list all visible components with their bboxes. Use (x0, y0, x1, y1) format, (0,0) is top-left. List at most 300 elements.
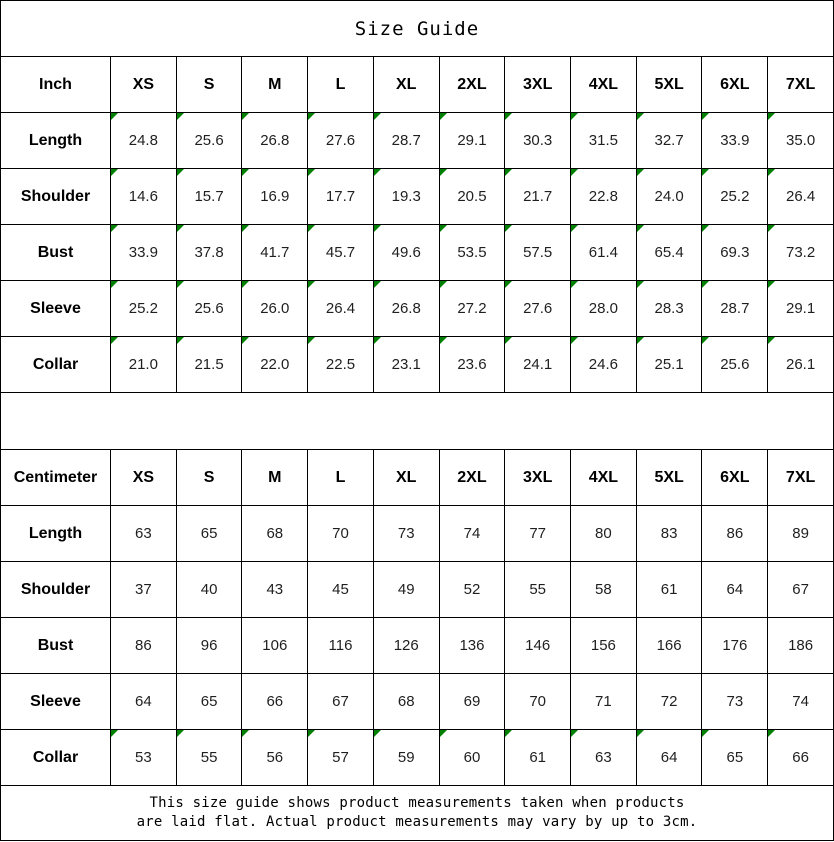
size-header-row (1, 450, 834, 506)
value-cell (111, 281, 177, 337)
cell-corner-marker-icon (242, 730, 249, 737)
cell-corner-marker-icon (242, 113, 249, 120)
cell-corner-marker-icon (111, 281, 118, 288)
value-cell (702, 225, 768, 281)
value-cell (768, 169, 834, 225)
value-cell (636, 337, 702, 393)
cell-corner-marker-icon (308, 281, 315, 288)
cell-value: 64 (135, 693, 152, 710)
cell-value: 116 (328, 637, 353, 654)
unit-label-cell: Inch (1, 57, 111, 113)
value-cell (373, 225, 439, 281)
value-cell (308, 506, 374, 562)
cell-corner-marker-icon (111, 113, 118, 120)
cell-corner-marker-icon (571, 337, 578, 344)
cell-value: 106 (262, 637, 288, 654)
cell-value: 27.2 (457, 300, 487, 317)
size-column-header: 7XL (768, 450, 834, 506)
size-column-header: 3XL (505, 57, 571, 113)
value-cell (768, 618, 834, 674)
cell-value: 28.3 (654, 300, 684, 317)
table-row (1, 169, 834, 225)
cell-corner-marker-icon (768, 225, 775, 232)
title-section (1, 1, 834, 57)
cell-value: 27.6 (523, 300, 553, 317)
size-column-header: 5XL (636, 57, 702, 113)
value-cell (505, 730, 571, 786)
value-cell (768, 730, 834, 786)
cell-corner-marker-icon (374, 113, 381, 120)
value-cell (373, 169, 439, 225)
cell-corner-marker-icon (768, 730, 775, 737)
table-row (1, 506, 834, 562)
cell-corner-marker-icon (111, 730, 118, 737)
cell-value: 31.5 (588, 132, 618, 149)
cell-corner-marker-icon (440, 281, 447, 288)
value-cell (176, 281, 242, 337)
cell-value: 55 (529, 581, 547, 598)
cell-corner-marker-icon (374, 169, 381, 176)
cell-value: 27.6 (325, 132, 356, 149)
value-cell (242, 562, 308, 618)
cell-value: 156 (590, 637, 616, 654)
table-row (1, 281, 834, 337)
size-column-header: M (242, 57, 308, 113)
value-cell (176, 169, 242, 225)
value-cell (505, 506, 571, 562)
value-cell (308, 618, 374, 674)
cell-corner-marker-icon (440, 169, 447, 176)
gap-section (1, 393, 834, 450)
size-column-header: 3XL (505, 450, 571, 506)
value-cell (308, 674, 374, 730)
value-cell (176, 730, 242, 786)
cell-corner-marker-icon (702, 225, 709, 232)
value-cell (439, 281, 505, 337)
value-cell (176, 506, 242, 562)
cell-value: 73.2 (785, 244, 816, 261)
cell-value: 22.5 (325, 356, 356, 373)
value-cell (702, 337, 768, 393)
cell-value: 49.6 (391, 244, 421, 261)
cell-corner-marker-icon (505, 169, 512, 176)
cell-value: 53.5 (457, 244, 487, 261)
cell-value: 41.7 (260, 244, 290, 261)
cell-corner-marker-icon (111, 225, 118, 232)
cell-value: 77 (529, 525, 547, 542)
cell-value: 80 (595, 525, 612, 542)
value-cell (308, 730, 374, 786)
cell-corner-marker-icon (308, 169, 315, 176)
cell-value: 60 (463, 749, 481, 766)
value-cell (439, 225, 505, 281)
value-cell (373, 281, 439, 337)
cell-value: 63 (595, 749, 612, 766)
value-cell (702, 169, 768, 225)
cell-value: 40 (200, 581, 218, 598)
value-cell (636, 113, 702, 169)
size-column-header: XL (373, 57, 439, 113)
cell-value: 136 (459, 637, 485, 654)
value-cell (242, 281, 308, 337)
value-cell (636, 674, 702, 730)
cell-value: 45 (332, 581, 349, 598)
size-column-header: 6XL (702, 57, 768, 113)
cell-corner-marker-icon (242, 169, 249, 176)
value-cell (702, 506, 768, 562)
size-column-header: XS (111, 450, 177, 506)
value-cell (571, 281, 637, 337)
cell-value: 63 (135, 525, 152, 542)
cell-value: 22.0 (260, 356, 290, 373)
cell-value: 72 (660, 693, 678, 710)
value-cell (768, 506, 834, 562)
cell-corner-marker-icon (505, 730, 512, 737)
cell-value: 70 (332, 525, 349, 542)
cell-corner-marker-icon (177, 337, 184, 344)
value-cell (111, 674, 177, 730)
cell-value: 146 (525, 637, 551, 654)
footer-note-line1: This size guide shows product measurements taken when products (149, 795, 685, 811)
cell-corner-marker-icon (637, 281, 644, 288)
cell-value: 166 (656, 637, 682, 654)
footer-note-line2: are laid flat. Actual product measurements may vary by up to 3cm. (136, 814, 698, 830)
cell-value: 73 (397, 525, 415, 542)
cell-value: 68 (266, 525, 284, 542)
table-row (1, 674, 834, 730)
cell-value: 14.6 (128, 188, 158, 205)
cell-value: 17.7 (325, 188, 356, 205)
value-cell (242, 169, 308, 225)
cell-value: 71 (595, 693, 612, 710)
cell-value: 186 (788, 637, 814, 654)
cell-value: 57 (332, 749, 349, 766)
cell-value: 24.0 (654, 188, 684, 205)
value-cell (636, 281, 702, 337)
cell-corner-marker-icon (702, 169, 709, 176)
cell-corner-marker-icon (702, 730, 709, 737)
value-cell (439, 618, 505, 674)
cell-corner-marker-icon (768, 281, 775, 288)
cell-value: 21.0 (128, 356, 158, 373)
cell-value: 20.5 (457, 188, 487, 205)
cell-value: 89 (792, 525, 809, 542)
cell-corner-marker-icon (571, 169, 578, 176)
value-cell (373, 113, 439, 169)
row-label: Length (1, 506, 111, 562)
cell-value: 66 (266, 693, 284, 710)
row-label: Collar (1, 730, 111, 786)
cell-corner-marker-icon (440, 337, 447, 344)
cell-value: 25.6 (194, 300, 224, 317)
cell-value: 86 (135, 637, 152, 654)
spacer-cell (1, 393, 834, 450)
cell-corner-marker-icon (308, 337, 315, 344)
value-cell (505, 225, 571, 281)
value-cell (111, 730, 177, 786)
cell-value: 67 (792, 581, 809, 598)
value-cell (636, 730, 702, 786)
value-cell (308, 337, 374, 393)
cell-value: 35.0 (785, 132, 816, 149)
cell-value: 26.0 (260, 300, 290, 317)
value-cell (176, 225, 242, 281)
value-cell (505, 281, 571, 337)
cell-value: 37.8 (194, 244, 224, 261)
cell-corner-marker-icon (505, 225, 512, 232)
cell-value: 65.4 (654, 244, 684, 261)
value-cell (571, 730, 637, 786)
cell-value: 28.0 (588, 300, 618, 317)
cell-value: 26.4 (785, 188, 816, 205)
cell-value: 73 (726, 693, 744, 710)
value-cell (242, 506, 308, 562)
value-cell (571, 562, 637, 618)
cell-corner-marker-icon (177, 169, 184, 176)
cell-value: 45.7 (325, 244, 356, 261)
cell-value: 29.1 (785, 300, 816, 317)
cell-value: 37 (135, 581, 152, 598)
cell-value: 96 (200, 637, 218, 654)
value-cell (571, 169, 637, 225)
value-cell (505, 562, 571, 618)
value-cell (636, 562, 702, 618)
value-cell (439, 337, 505, 393)
cell-value: 29.1 (457, 132, 487, 149)
cell-value: 24.6 (588, 356, 618, 373)
row-label: Bust (1, 225, 111, 281)
cell-value: 65 (200, 693, 218, 710)
cell-corner-marker-icon (242, 281, 249, 288)
cell-value: 66 (792, 749, 809, 766)
cell-corner-marker-icon (637, 730, 644, 737)
value-cell (111, 113, 177, 169)
cell-corner-marker-icon (374, 281, 381, 288)
value-cell (111, 506, 177, 562)
value-cell (571, 225, 637, 281)
cell-corner-marker-icon (637, 337, 644, 344)
cell-corner-marker-icon (768, 169, 775, 176)
value-cell (571, 674, 637, 730)
cell-value: 21.7 (523, 188, 553, 205)
value-cell (636, 169, 702, 225)
cell-value: 19.3 (391, 188, 421, 205)
cell-corner-marker-icon (637, 225, 644, 232)
cell-corner-marker-icon (768, 337, 775, 344)
value-cell (373, 730, 439, 786)
cell-corner-marker-icon (505, 113, 512, 120)
value-cell (242, 618, 308, 674)
value-cell (768, 113, 834, 169)
cell-value: 69 (463, 693, 481, 710)
value-cell (768, 225, 834, 281)
value-cell (571, 506, 637, 562)
cell-corner-marker-icon (637, 169, 644, 176)
value-cell (768, 674, 834, 730)
value-cell (768, 337, 834, 393)
centimeter-table-section (1, 450, 834, 786)
cell-value: 24.1 (523, 356, 553, 373)
cell-value: 61.4 (588, 244, 618, 261)
value-cell (373, 618, 439, 674)
size-column-header: XS (111, 57, 177, 113)
value-cell (176, 618, 242, 674)
cell-value: 16.9 (260, 188, 290, 205)
cell-corner-marker-icon (702, 281, 709, 288)
size-column-header: M (242, 450, 308, 506)
size-column-header: XL (373, 450, 439, 506)
cell-value: 86 (726, 525, 744, 542)
row-label: Shoulder (1, 562, 111, 618)
value-cell (702, 674, 768, 730)
value-cell (111, 225, 177, 281)
cell-value: 33.9 (720, 132, 750, 149)
row-label: Bust (1, 618, 111, 674)
value-cell (439, 169, 505, 225)
cell-value: 25.6 (194, 132, 224, 149)
size-column-header: S (176, 450, 242, 506)
cell-corner-marker-icon (177, 225, 184, 232)
value-cell (439, 730, 505, 786)
inch-table-section (1, 57, 834, 393)
value-cell (373, 562, 439, 618)
cell-corner-marker-icon (242, 225, 249, 232)
value-cell (176, 113, 242, 169)
cell-corner-marker-icon (440, 225, 447, 232)
cell-value: 68 (397, 693, 415, 710)
cell-value: 57.5 (523, 244, 553, 261)
row-label: Sleeve (1, 674, 111, 730)
value-cell (702, 618, 768, 674)
cell-corner-marker-icon (374, 337, 381, 344)
size-column-header: 5XL (636, 450, 702, 506)
cell-corner-marker-icon (505, 337, 512, 344)
cell-value: 26.4 (325, 300, 356, 317)
value-cell (373, 674, 439, 730)
cell-value: 176 (722, 637, 748, 654)
cell-value: 26.8 (391, 300, 421, 317)
value-cell (111, 562, 177, 618)
cell-corner-marker-icon (177, 113, 184, 120)
cell-value: 25.6 (720, 356, 750, 373)
cell-value: 61 (660, 581, 678, 598)
title-row (1, 1, 834, 57)
cell-value: 65 (200, 525, 218, 542)
cell-value: 30.3 (523, 132, 553, 149)
cell-corner-marker-icon (571, 113, 578, 120)
size-column-header: 7XL (768, 57, 834, 113)
size-header-row (1, 57, 834, 113)
value-cell (373, 337, 439, 393)
cell-corner-marker-icon (308, 113, 315, 120)
value-cell (176, 562, 242, 618)
value-cell (571, 337, 637, 393)
table-row (1, 562, 834, 618)
cell-value: 58 (595, 581, 612, 598)
value-cell (702, 562, 768, 618)
value-cell (505, 674, 571, 730)
row-label: Length (1, 113, 111, 169)
cell-corner-marker-icon (702, 337, 709, 344)
value-cell (768, 281, 834, 337)
table-row (1, 225, 834, 281)
row-label: Collar (1, 337, 111, 393)
cell-value: 67 (332, 693, 349, 710)
cell-value: 25.1 (654, 356, 684, 373)
cell-corner-marker-icon (768, 113, 775, 120)
value-cell (505, 113, 571, 169)
value-cell (242, 730, 308, 786)
cell-value: 23.1 (391, 356, 421, 373)
footer-row (1, 786, 834, 841)
cell-value: 32.7 (654, 132, 684, 149)
cell-value: 25.2 (128, 300, 158, 317)
value-cell (439, 506, 505, 562)
value-cell (242, 113, 308, 169)
cell-value: 83 (660, 525, 678, 542)
cell-corner-marker-icon (177, 281, 184, 288)
cell-value: 70 (529, 693, 547, 710)
size-column-header: 2XL (439, 450, 505, 506)
table-row (1, 337, 834, 393)
row-label: Sleeve (1, 281, 111, 337)
cell-corner-marker-icon (505, 281, 512, 288)
value-cell (308, 562, 374, 618)
table-row (1, 730, 834, 786)
cell-value: 28.7 (720, 300, 750, 317)
size-column-header: 4XL (571, 57, 637, 113)
cell-value: 15.7 (194, 188, 224, 205)
value-cell (176, 674, 242, 730)
cell-value: 69.3 (720, 244, 750, 261)
cell-value: 59 (397, 749, 415, 766)
size-column-header: L (308, 57, 374, 113)
value-cell (702, 730, 768, 786)
value-cell (373, 506, 439, 562)
cell-value: 23.6 (457, 356, 487, 373)
value-cell (768, 562, 834, 618)
table-row (1, 618, 834, 674)
size-column-header: 4XL (571, 450, 637, 506)
cell-corner-marker-icon (440, 113, 447, 120)
cell-corner-marker-icon (308, 730, 315, 737)
cell-value: 43 (266, 581, 284, 598)
cell-value: 25.2 (720, 188, 750, 205)
cell-value: 53 (135, 749, 152, 766)
value-cell (111, 337, 177, 393)
value-cell (439, 113, 505, 169)
value-cell (505, 169, 571, 225)
cell-corner-marker-icon (308, 225, 315, 232)
footer-note (1, 786, 834, 841)
cell-value: 52 (463, 581, 481, 598)
size-column-header: 6XL (702, 450, 768, 506)
cell-value: 24.8 (128, 132, 158, 149)
size-column-header: L (308, 450, 374, 506)
row-label: Shoulder (1, 169, 111, 225)
value-cell (636, 618, 702, 674)
value-cell (111, 169, 177, 225)
cell-value: 28.7 (391, 132, 421, 149)
value-cell (636, 225, 702, 281)
cell-corner-marker-icon (111, 337, 118, 344)
cell-value: 56 (266, 749, 284, 766)
cell-value: 26.8 (260, 132, 290, 149)
cell-value: 65 (726, 749, 744, 766)
value-cell (702, 281, 768, 337)
value-cell (505, 337, 571, 393)
table-row (1, 113, 834, 169)
